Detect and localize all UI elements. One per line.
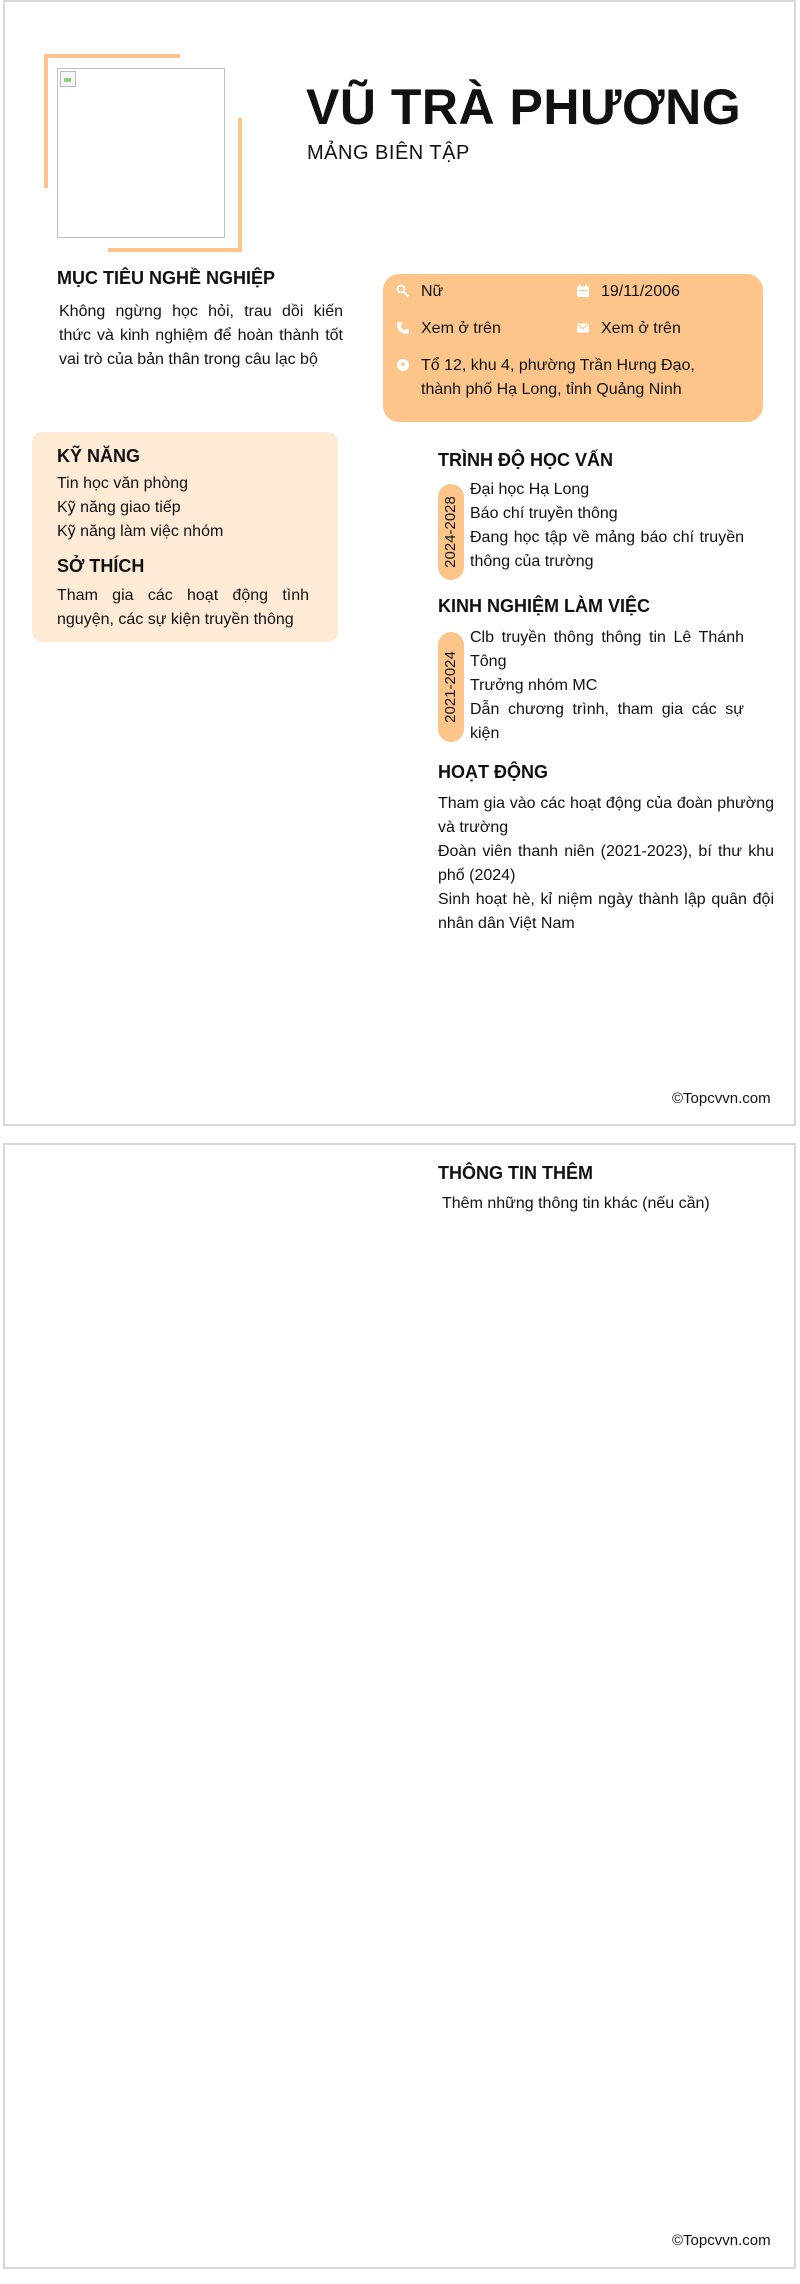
gender-icon — [395, 283, 411, 299]
photo-frame-corner — [238, 118, 242, 252]
email-icon — [575, 320, 591, 336]
list-item: Đoàn viên thanh niên (2021-2023), bí thư khu phố (2024) — [438, 843, 774, 884]
list-item: Tham gia vào các hoạt động của đoàn phường và trường — [438, 795, 774, 836]
experience-title: KINH NGHIỆM LÀM VIỆC — [438, 596, 651, 616]
candidate-role: MẢNG BIÊN TẬP — [307, 142, 470, 164]
broken-image-icon — [60, 71, 76, 87]
skills-title: KỸ NĂNG — [57, 446, 141, 466]
experience-details — [470, 626, 744, 746]
objective-text: Không ngừng học hỏi, trau dồi kiến thức và kinh nghiệm để hoàn thành tốt vai trò của bản thân trong câu lạc bộ — [59, 303, 343, 368]
list-item: Kỹ năng giao tiếp — [57, 499, 181, 516]
gender-value: Nữ — [421, 283, 444, 300]
footer-watermark[interactable]: ©Topcvvn.com — [672, 1090, 771, 1107]
experience-period: 2021-2024 — [442, 651, 460, 723]
phone-row — [395, 317, 501, 341]
address-value: Tổ 12, khu 4, phường Trần Hưng Đạo, thành phố Hạ Long, tỉnh Quảng Ninh — [421, 357, 695, 398]
experience-position: Trưởng nhóm MC — [470, 677, 598, 694]
calendar-icon — [575, 283, 591, 299]
list-item: Tin học văn phòng — [57, 475, 189, 492]
education-period-pill — [438, 484, 464, 580]
gender-row — [395, 280, 443, 304]
birthday-value: 19/11/2006 — [601, 283, 680, 300]
experience-detail: Dẫn chương trình, tham gia các sự kiện — [470, 701, 744, 742]
activities-title: HOẠT ĐỘNG — [438, 762, 548, 782]
hobbies-title: SỞ THÍCH — [57, 556, 145, 576]
email-row — [575, 317, 681, 341]
address-row — [395, 354, 735, 402]
education-school: Đại học Hạ Long — [470, 481, 590, 498]
contact-info-box — [383, 274, 763, 422]
birthday-row — [575, 280, 680, 304]
hobbies-text: Tham gia các hoạt động tình nguyện, các sự kiện truyền thông — [57, 587, 309, 628]
experience-org: Clb truyền thông thông tin Lê Thánh Tông — [470, 629, 744, 670]
education-major: Báo chí truyền thông — [470, 505, 618, 522]
skills-list — [57, 472, 223, 544]
footer-watermark[interactable]: ©Topcvvn.com — [672, 2232, 771, 2249]
cv-page-2 — [3, 1143, 796, 2269]
list-item: Kỹ năng làm việc nhóm — [57, 523, 224, 540]
extra-info-title: THÔNG TIN THÊM — [438, 1163, 593, 1183]
activities-list — [438, 792, 774, 936]
education-detail: Đang học tập về mảng báo chí truyền thông của trường — [470, 529, 744, 570]
email-value: Xem ở trên — [601, 320, 681, 337]
list-item: Sinh hoạt hè, kỉ niệm ngày thành lập quân đội nhân dân Việt Nam — [438, 891, 774, 932]
education-period: 2024-2028 — [442, 496, 460, 568]
education-details — [470, 478, 744, 574]
experience-period-pill — [438, 632, 464, 742]
phone-value: Xem ở trên — [421, 320, 501, 337]
education-title: TRÌNH ĐỘ HỌC VẤN — [438, 450, 613, 470]
objective-title: MỤC TIÊU NGHỀ NGHIỆP — [57, 268, 276, 288]
phone-icon — [395, 320, 411, 336]
photo-frame-corner — [44, 54, 180, 58]
photo-frame-corner — [44, 54, 48, 188]
photo-frame-corner — [108, 248, 242, 252]
location-icon — [395, 357, 411, 373]
candidate-name: VŨ TRÀ PHƯƠNG — [306, 79, 742, 135]
profile-photo — [57, 68, 225, 238]
extra-info-text: Thêm những thông tin khác (nếu cần) — [442, 1195, 710, 1212]
